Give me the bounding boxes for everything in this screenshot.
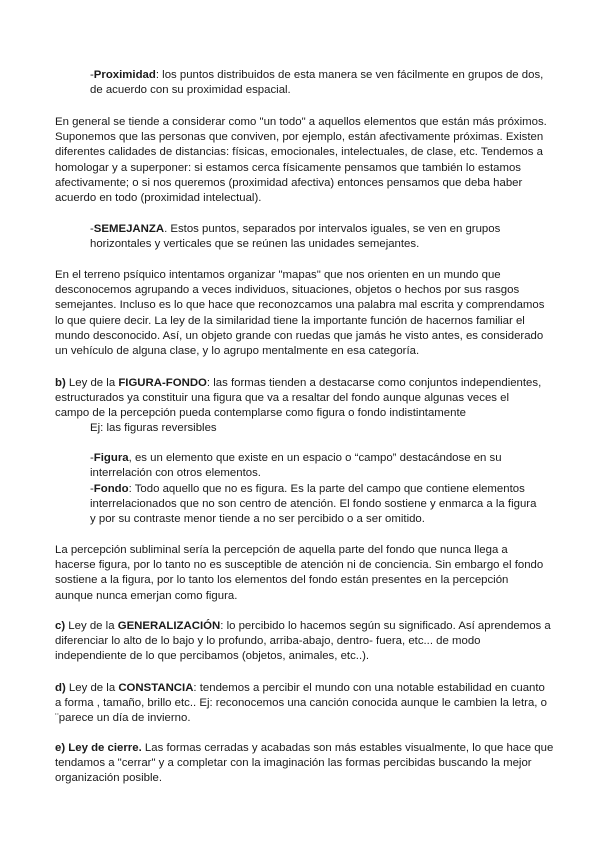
dash: - <box>90 452 94 464</box>
paragraph-line: campo de la percepción pueda contemplarse como figura o fondo indistintamente <box>55 407 466 420</box>
paragraph-line: hacerse figura, por lo tanto no es susceptible de atención ni de conciencia. Sin embargo el fondo <box>55 559 544 572</box>
paragraph-cierre <box>55 741 555 787</box>
paragraph-subliminal <box>55 543 555 604</box>
paragraph-line: diferenciar lo alto de lo bajo y lo profundo, arriba-abajo, dentro- fuera, etc... de modo <box>55 635 481 648</box>
paragraph-line: sostiene a la figura, por lo tanto los elementos del fondo están presentes en la percepción <box>55 574 509 587</box>
paragraph-line: organización posible. <box>55 772 163 785</box>
paragraph-generalizacion <box>55 619 555 665</box>
dash: - <box>90 223 94 235</box>
paragraph-line: semejantes. Incluso es lo que hace que reconozcamos una palabra mal escrita y comprendamos <box>55 299 545 312</box>
paragraph-line: de acuerdo con su proximidad espacial. <box>90 84 291 97</box>
paragraph-line: aunque nunca emerjan como figura. <box>55 589 238 602</box>
paragraph-fondo <box>90 482 555 528</box>
term-figura-fondo: FIGURA-FONDO <box>118 377 207 389</box>
paragraph-line: lo que quiere decir. La ley de la similaridad tiene la importante función de hacernos familiar el <box>55 314 525 327</box>
paragraph-line <box>55 619 555 634</box>
paragraph-line: Ej: las figuras reversibles <box>90 422 217 434</box>
line-text: . Estos puntos, separados por intervalos iguales, se ven en grupos <box>164 223 501 235</box>
paragraph-line <box>90 68 555 83</box>
paragraph-line: un vehículo de alguna clase, y lo agrupo mentalmente en esa categoría. <box>55 345 420 358</box>
line-text: : los puntos distribuidos de esta manera se ven fácilmente en grupos de dos, <box>155 69 544 81</box>
law-prefix: Ley de la <box>65 620 118 632</box>
paragraph-line: homologar y a superponer: si estamos cerca físicamente pensamos que también lo estamos <box>55 161 521 174</box>
paragraph-line: a forma , tamaño, brillo etc.. Ej: reconocemos una canción conocida aunque le cambien la letra, o <box>55 697 547 710</box>
paragraph-line <box>90 451 555 466</box>
paragraph-line: desconocemos agrupando a veces individuos, situaciones, objetos o hechos por sus rasgos <box>55 284 520 297</box>
law-prefix: Ley de la <box>65 682 119 694</box>
line-text: : las formas tienden a destacarse como conjuntos independientes, <box>206 377 542 389</box>
paragraph-line: ¨parece un día de invierno. <box>55 712 191 725</box>
term-generalizacion: GENERALIZACIÓN <box>117 620 221 632</box>
paragraph-line: estructurados ya constituir una figura que va a resaltar del fondo aunque algunas veces el <box>55 392 510 405</box>
dash: - <box>90 69 94 81</box>
paragraph-line <box>55 741 555 756</box>
line-text: : Todo aquello que no es figura. Es la parte del campo que contiene elementos <box>128 483 525 495</box>
paragraph-line: y por su contraste menor tiende a no ser percibido o a ser omitido. <box>90 513 425 526</box>
term-semejanza: SEMEJANZA <box>93 223 165 235</box>
term-proximidad: Proximidad <box>93 69 156 81</box>
line-text: , es un elemento que existe en un espacio o “campo” destacándose en su <box>128 452 502 464</box>
paragraph-line: En el terreno psíquico intentamos organizar "mapas" que nos orienten en un mundo que <box>55 269 501 281</box>
line-text: Las formas cerradas y acabadas son más estables visualmente, lo que hace que <box>141 742 554 754</box>
paragraph-line <box>90 222 555 237</box>
paragraph-terreno <box>55 268 555 359</box>
paragraph-line: interrelacionados que no son centro de atención. El fondo sostiene y enmarca a la figura <box>90 498 537 511</box>
term-constancia: CONSTANCIA <box>118 682 194 694</box>
paragraph-constancia <box>55 681 555 727</box>
paragraph-line: tendamos a "cerrar" y a completar con la imaginación las formas percibidas buscando la mejor <box>55 757 532 770</box>
line-text: : lo percibido lo hacemos según su significado. Así aprendemos a <box>220 620 551 632</box>
item-letter: b) <box>55 377 66 389</box>
paragraph-line: independiente de lo que percibamos (objetos, animales, etc..). <box>55 650 370 663</box>
paragraph-figura-fondo <box>55 376 555 422</box>
dash: - <box>90 483 94 495</box>
paragraph-line: mundo desconocido. Así, un objeto grande con ruedas que jamás he visto antes, es considerado <box>55 329 544 342</box>
paragraph-line: Suponemos que las personas que conviven, por ejemplo, están afectivamente próximas. Existen <box>55 131 544 144</box>
paragraph-semejanza <box>90 222 555 252</box>
law-prefix: Ley de la <box>65 377 119 389</box>
paragraph-line: En general se tiende a considerar como "un todo" a aquellos elementos que están más próximos. <box>55 116 547 128</box>
paragraph-general <box>55 115 555 206</box>
term-figura: Figura <box>93 452 129 464</box>
item-letter: d) <box>55 682 66 694</box>
paragraph-line: horizontales y verticales que se reúnen las unidades semejantes. <box>90 238 420 251</box>
paragraph-line: acuerdo en todo (proximidad intelectual). <box>55 192 262 205</box>
paragraph-line: La percepción subliminal sería la percepción de aquella parte del fondo que nunca llega a <box>55 544 508 556</box>
paragraph-line: interrelación con otros elementos. <box>90 467 261 480</box>
paragraph-line: diferentes calidades de distancias: físicas, emocionales, intelectuales, de clase, etc. Tendemos a <box>55 146 543 159</box>
paragraph-line <box>90 482 555 497</box>
term-cierre: e) Ley de cierre. <box>55 742 142 754</box>
line-text: : tendemos a percibir el mundo con una notable estabilidad en cuanto <box>193 682 545 694</box>
paragraph-line <box>55 376 555 391</box>
paragraph-proximidad <box>90 68 555 98</box>
item-letter: c) <box>55 620 66 632</box>
paragraph-line <box>55 681 555 696</box>
paragraph-figura <box>90 451 555 481</box>
paragraph-line: afectivamente; o si nos queremos (proximidad afectiva) entonces pensamos que deba haber <box>55 176 523 189</box>
paragraph-ejemplo <box>90 421 555 436</box>
term-fondo: Fondo <box>93 483 129 495</box>
